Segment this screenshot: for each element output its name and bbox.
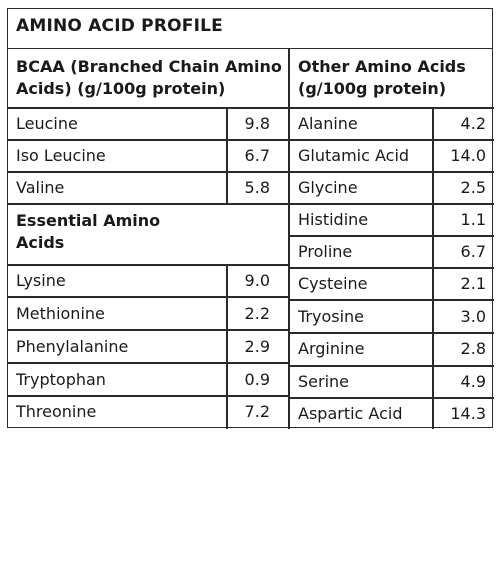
other-row-value: 3.0 — [460, 307, 486, 326]
bcaa-row-name: Valine — [16, 178, 65, 197]
row-divider — [289, 235, 494, 237]
bcaa-row-name: Iso Leucine — [16, 146, 106, 165]
bcaa-row-name: Leucine — [16, 114, 78, 133]
other-row-value: 14.0 — [450, 146, 486, 165]
bcaa-heading — [16, 56, 282, 100]
other-row-value: 2.5 — [460, 178, 486, 197]
bcaa-row-value: 6.7 — [244, 146, 270, 165]
row-divider — [289, 332, 494, 334]
other-row-name: Tryosine — [298, 307, 365, 326]
other-row-value: 1.1 — [460, 210, 486, 229]
other-row-name: Glycine — [298, 178, 358, 197]
other-row-value: 2.1 — [460, 274, 486, 293]
other-row-value: 2.8 — [460, 339, 486, 358]
row-divider — [8, 395, 289, 397]
other-row-name: Proline — [298, 242, 353, 261]
table-title-row — [8, 9, 492, 49]
row-divider — [289, 107, 494, 109]
other-row-value: 6.7 — [460, 242, 486, 261]
amino-acid-profile-table — [7, 8, 493, 428]
bcaa-row-value: 9.8 — [244, 114, 270, 133]
row-divider — [8, 107, 289, 109]
essential-row-name: Threonine — [16, 402, 97, 421]
other-row-name: Arginine — [298, 339, 365, 358]
column-divider — [288, 49, 290, 429]
other-row-name: Aspartic Acid — [298, 404, 403, 423]
other-heading-line2: (g/100g protein) — [298, 79, 447, 98]
bcaa-heading-line1: BCAA (Branched Chain Amino — [16, 57, 282, 76]
other-heading — [298, 56, 466, 100]
other-row-name: Histidine — [298, 210, 369, 229]
essential-row-value: 2.9 — [244, 337, 270, 356]
essential-row-value: 0.9 — [244, 370, 270, 389]
essential-row-value: 7.2 — [244, 402, 270, 421]
row-divider — [289, 171, 494, 173]
essential-heading-line2: Acids — [16, 233, 65, 252]
row-divider — [289, 203, 494, 205]
essential-row-value: 9.0 — [244, 271, 270, 290]
other-row-name: Glutamic Acid — [298, 146, 410, 165]
row-divider — [8, 329, 289, 331]
other-row-name: Alanine — [298, 114, 358, 133]
essential-row-name: Lysine — [16, 271, 66, 290]
row-divider — [8, 362, 289, 364]
value-column-divider — [226, 107, 228, 203]
row-divider — [289, 267, 494, 269]
other-row-value: 4.2 — [460, 114, 486, 133]
row-divider — [8, 171, 289, 173]
essential-row-name: Tryptophan — [16, 370, 106, 389]
row-divider — [289, 365, 494, 367]
essential-heading — [16, 210, 160, 254]
row-divider — [289, 397, 494, 399]
row-divider — [289, 139, 494, 141]
row-divider — [8, 203, 289, 205]
essential-row-value: 2.2 — [244, 304, 270, 323]
bcaa-row-value: 5.8 — [244, 178, 270, 197]
value-column-divider — [432, 107, 434, 429]
essential-heading-line1: Essential Amino — [16, 211, 161, 230]
row-divider — [289, 299, 494, 301]
row-divider — [8, 264, 289, 266]
value-column-divider — [226, 264, 228, 429]
other-row-value: 4.9 — [460, 372, 486, 391]
other-row-value: 14.3 — [450, 404, 486, 423]
row-divider — [8, 139, 289, 141]
table-title: AMINO ACID PROFILE — [16, 16, 223, 36]
other-heading-line1: Other Amino Acids — [298, 57, 466, 76]
essential-row-name: Phenylalanine — [16, 337, 129, 356]
other-row-name: Serine — [298, 372, 350, 391]
other-row-name: Cysteine — [298, 274, 368, 293]
row-divider — [8, 296, 289, 298]
essential-row-name: Methionine — [16, 304, 105, 323]
bcaa-heading-line2: Acids) (g/100g protein) — [16, 79, 226, 98]
